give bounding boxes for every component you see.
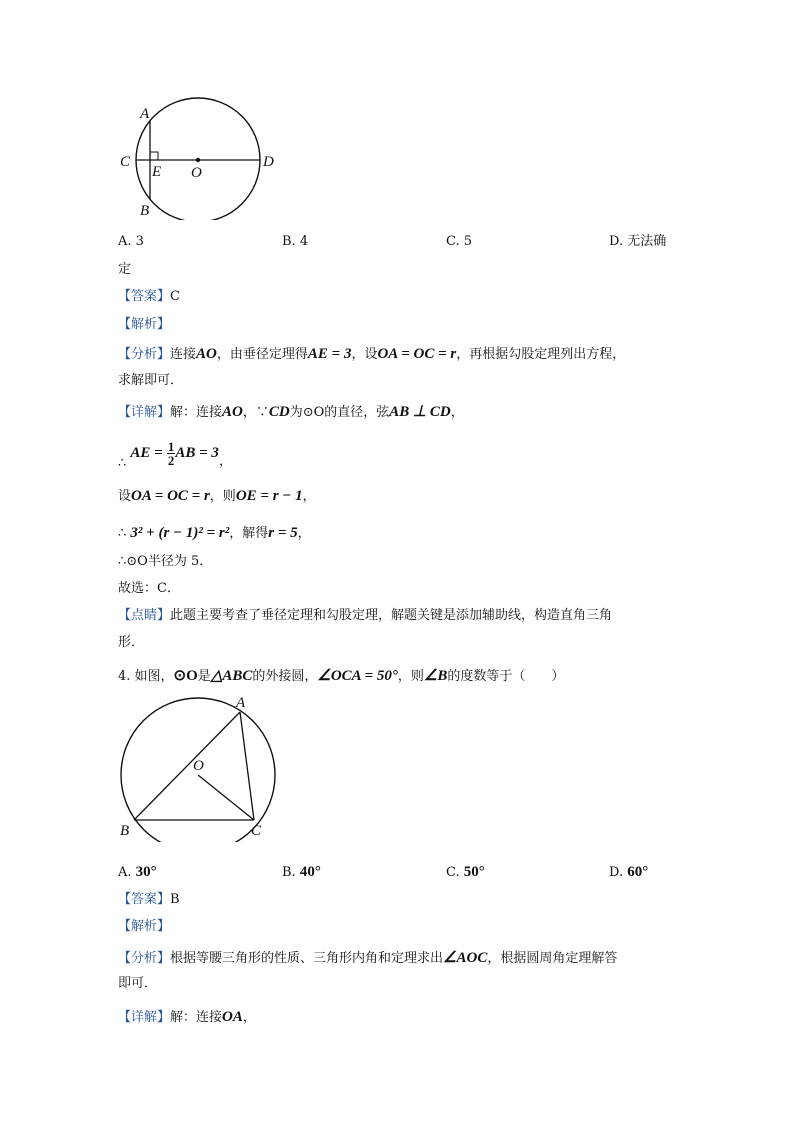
q4-option-d[interactable]: D. 60° — [609, 864, 649, 880]
q4-fenxi-line2: 即可． — [118, 976, 158, 991]
segment-oc — [198, 775, 254, 820]
label-c: C — [120, 154, 131, 170]
label-e: E — [152, 164, 162, 180]
q4-option-c[interactable]: C. 50° — [446, 864, 485, 880]
figure-circle-chord — [110, 90, 290, 220]
q4-analysis-tag: 【解析】 — [118, 919, 171, 934]
label-b: B — [140, 203, 150, 219]
q3-detail-line6: 故选：C． — [118, 581, 180, 596]
right-angle-mark — [150, 152, 158, 160]
q3-option-d-wrap: 定 — [118, 262, 132, 277]
q3-option-a[interactable]: A. 3 — [118, 234, 144, 249]
center-point — [196, 158, 200, 162]
label-o: O — [191, 165, 202, 181]
q4-option-b[interactable]: B. 40° — [282, 864, 321, 880]
q3-detail-line4: ∴ 3² + (r − 1)² = r²，解得r = 5， — [118, 525, 311, 541]
q4-stem: 4. 如图，⊙O是△ABC的外接圆，∠OCA = 50°，则∠B的度数等于（ ） — [118, 668, 565, 684]
label-d: D — [263, 154, 274, 170]
q3-option-b[interactable]: B. 4 — [282, 234, 309, 249]
q3-detail-line5: ∴⊙O半径为 5． — [118, 554, 213, 569]
label-o: O — [193, 758, 204, 774]
q3-detail-line2: ∴ AE = $\frac{1}{2}$ AB = 3， — [118, 439, 232, 471]
q4-fenxi: 【分析】根据等腰三角形的性质、三角形内角和定理求出∠AOC，根据圆周角定理解答 — [118, 950, 618, 966]
q3-fenxi: 【分析】连接AO，由垂径定理得AE = 3，设OA = OC = r，再根据勾股定理列出方程， — [118, 346, 626, 362]
side-ac — [240, 712, 254, 820]
q3-detail-line3: 设OA = OC = r，则OE = r − 1， — [118, 488, 316, 504]
label-a: A — [140, 106, 150, 122]
q3-option-d[interactable]: D. 无法确 — [609, 234, 667, 249]
q3-comment-line2: 形． — [118, 635, 145, 650]
q3-answer: 【答案】C — [118, 289, 180, 304]
label-b: B — [120, 823, 130, 839]
side-ba — [134, 712, 240, 820]
q4-option-a[interactable]: A. 30° — [118, 864, 157, 880]
figure-circumcircle — [110, 692, 290, 842]
q3-comment: 【点睛】此题主要考查了垂径定理和勾股定理，解题关键是添加辅助线，构造直角三角 — [118, 608, 613, 623]
q4-detail: 【详解】解：连接OA， — [118, 1009, 256, 1025]
q3-fenxi-line2: 求解即可． — [118, 373, 184, 388]
q3-option-c[interactable]: C. 5 — [446, 234, 473, 249]
q3-analysis-tag: 【解析】 — [118, 317, 171, 332]
q4-answer: 【答案】B — [118, 892, 180, 907]
label-c: C — [251, 823, 262, 839]
label-a: A — [236, 695, 246, 711]
q3-detail-line1: 【详解】解：连接AO，∵CD为⊙O的直径，弦AB ⊥ CD， — [118, 404, 464, 420]
